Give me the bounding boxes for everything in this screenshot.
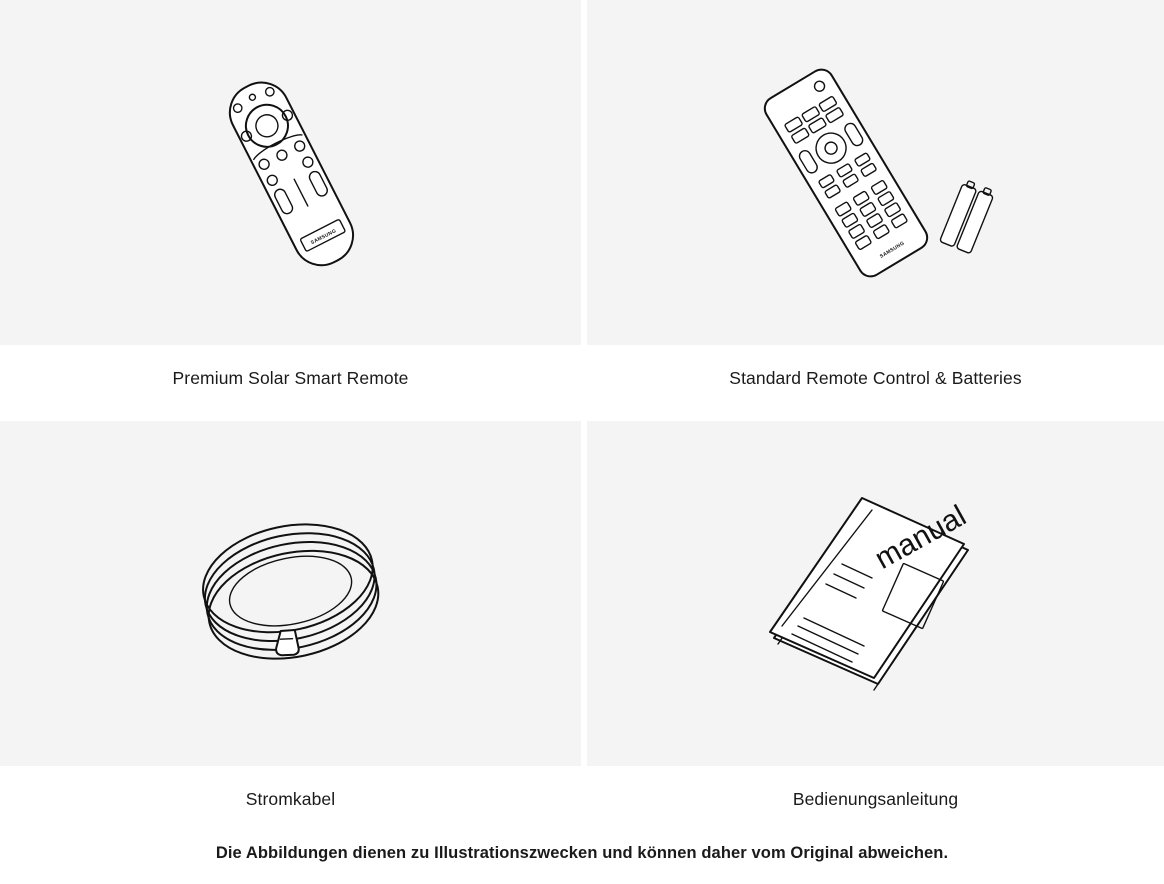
accessory-caption-stromkabel: Stromkabel <box>245 788 336 809</box>
smart-remote-icon <box>161 58 421 288</box>
standard-remote-and-batteries-icon <box>726 58 1026 288</box>
accessory-image-stromkabel <box>0 421 581 766</box>
footer-disclaimer-text: Die Abbildungen dienen zu Illustrationszwecken und können daher vom Original abweichen. <box>215 843 949 862</box>
svg-text:SAMSUNG: SAMSUNG <box>309 227 337 246</box>
accessory-image-standard-remote-control-and-batteries <box>587 0 1164 345</box>
accessory-caption-standard-remote-control-and-batteries: Standard Remote Control & Batteries <box>729 368 1022 388</box>
accessory-cell-premium-solar-smart-remote <box>0 0 582 390</box>
manual-booklet-icon <box>746 478 1006 708</box>
grid-row-spacer <box>0 390 1164 421</box>
power-cable-icon <box>161 478 421 708</box>
accessory-caption-bedienungsanleitung: Bedienungsanleitung <box>792 788 959 809</box>
accessory-cell-bedienungsanleitung <box>582 421 1164 811</box>
footer-disclaimer <box>0 822 1164 884</box>
accessory-cell-standard-remote-control-and-batteries <box>582 0 1164 390</box>
accessory-cell-stromkabel <box>0 421 582 811</box>
accessory-image-bedienungsanleitung <box>587 421 1164 766</box>
accessory-image-premium-solar-smart-remote <box>0 0 581 345</box>
svg-text:manual: manual <box>869 499 972 576</box>
svg-text:SAMSUNG: SAMSUNG <box>878 239 906 260</box>
accessory-caption-premium-solar-smart-remote: Premium Solar Smart Remote <box>172 368 409 388</box>
